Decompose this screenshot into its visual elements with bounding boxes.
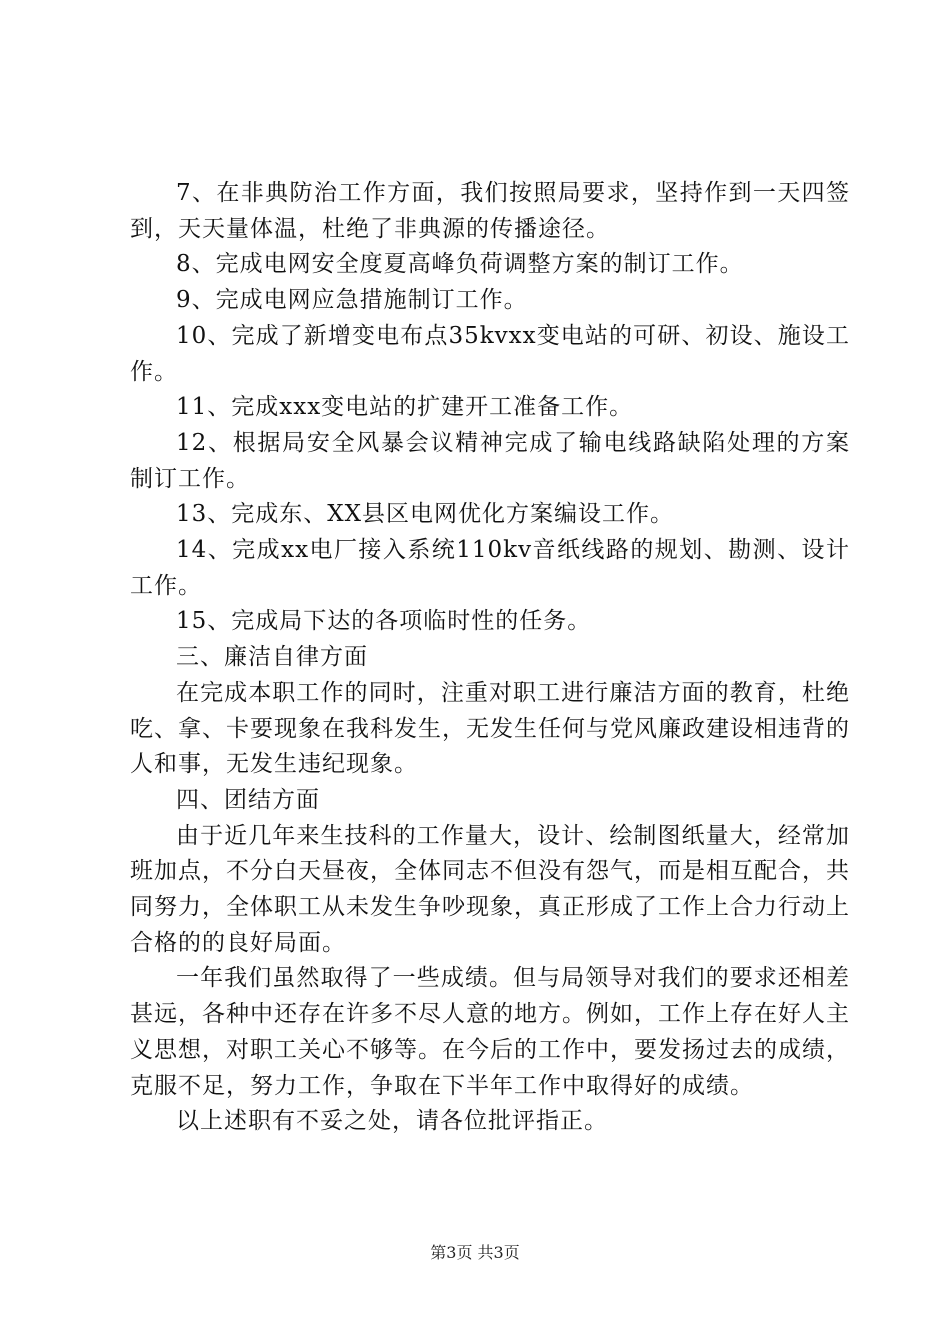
paragraph-item-13: 13、完成东、XX县区电网优化方案编设工作。: [176, 501, 675, 528]
paragraph-item-10: 10、完成了新增变电布点35kvxx变电站的可研、初设、施设工作。: [130, 322, 850, 385]
paragraph-item-11: 11、完成xxx变电站的扩建开工准备工作。: [176, 394, 634, 421]
paragraph-closing: 以上述职有不妥之处，请各位批评指正。: [176, 1108, 608, 1135]
paragraph-item-15: 15、完成局下达的各项临时性的任务。: [176, 608, 592, 635]
section-heading-unity: 四、团结方面: [176, 786, 320, 813]
paragraph-item-7: 7、在非典防治工作方面，我们按照局要求，坚持作到一天四签到，天天量体温，杜绝了非典源的传播途径。: [130, 180, 850, 242]
paragraph-item-14: 14、完成xx电厂接入系统110kv音纸线路的规划、勘测、设计工作。: [130, 537, 850, 599]
document-body: [130, 176, 850, 1140]
paragraph-summary: 一年我们虽然取得了一些成绩。但与局领导对我们的要求还相差甚远，各种中还存在许多不尽人意的地方。例如，工作上存在好人主义思想，对职工关心不够等。在今后的工作中，要发扬过去的成绩，克服不足，努力工作，争取在下半年工作中取得好的成绩。: [130, 965, 850, 1099]
paragraph-unity: 由于近几年来生技科的工作量大，设计、绘制图纸量大，经常加班加点，不分白天昼夜，全体同志不但没有怨气，而是相互配合，共同努力，全体职工从未发生争吵现象，真正形成了工作上合力行动上合格的的良好局面。: [130, 822, 850, 956]
paragraph-item-9: 9、完成电网应急措施制订工作。: [176, 287, 528, 314]
paragraph-item-12: 12、根据局安全风暴会议精神完成了输电线路缺陷处理的方案制订工作。: [130, 429, 850, 492]
paragraph-integrity: 在完成本职工作的同时，注重对职工进行廉洁方面的教育，杜绝吃、拿、卡要现象在我科发生，无发生任何与党风廉政建设相违背的人和事，无发生违纪现象。: [130, 679, 850, 778]
page-number-footer: 第3页 共3页: [430, 1243, 520, 1262]
paragraph-item-8: 8、完成电网安全度夏高峰负荷调整方案的制订工作。: [176, 251, 744, 278]
section-heading-integrity: 三、廉洁自律方面: [176, 644, 368, 671]
